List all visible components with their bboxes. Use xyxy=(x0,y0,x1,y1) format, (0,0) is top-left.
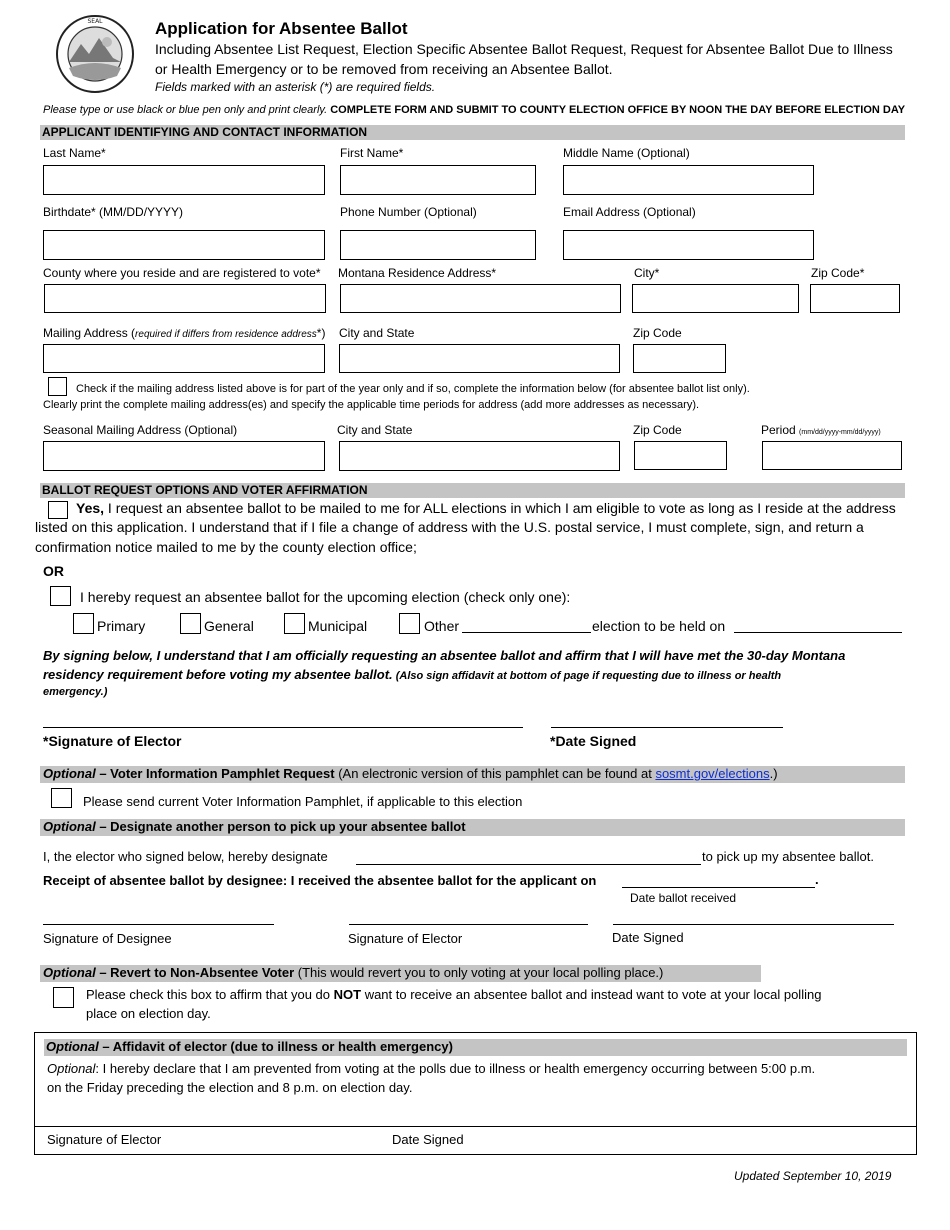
seasonal-check-label: Check if the mailing address listed above is for part of the year only and if so, complete the information below (for absentee ballot list only). xyxy=(76,383,750,395)
all-elections-text xyxy=(76,500,896,516)
designee-date-label: Date Signed xyxy=(612,930,684,945)
mailing-address-label xyxy=(43,326,325,340)
designee-elector-signature-label: Signature of Elector xyxy=(348,931,463,946)
period-format: (mm/dd/yyyy-mm/dd/yyyy) xyxy=(799,429,881,436)
applicant-heading: APPLICANT IDENTIFYING AND CONTACT INFORMATION xyxy=(42,125,368,139)
pamphlet-check-label: Please send current Voter Information Pamphlet, if applicable to this election xyxy=(83,794,523,809)
revert-check-text-b: want to receive an absentee ballot and instead want to vote at your local polling xyxy=(361,987,822,1002)
form-title: Application for Absentee Ballot xyxy=(155,19,408,38)
applicant-section-header xyxy=(40,125,905,140)
mailing-city-state-input[interactable] xyxy=(339,344,620,373)
yes-text: I request an absentee ballot to be mailed to me for ALL elections in which I am eligible to vote as long as I reside at the address xyxy=(104,500,896,516)
upcoming-election-text: I hereby request an absentee ballot for the upcoming election (check only one): xyxy=(80,589,571,605)
revert-check-text xyxy=(86,987,821,1002)
revert-section-header xyxy=(40,965,761,982)
affidavit-heading: – Affidavit of elector (due to illness or health emergency) xyxy=(98,1039,453,1054)
mailing-label-end: *) xyxy=(316,326,326,340)
county-label: County where you reside and are registered to vote* xyxy=(43,266,321,280)
other-election-line[interactable] xyxy=(462,632,591,633)
primary-checkbox[interactable] xyxy=(73,613,94,634)
designee-signature-line[interactable] xyxy=(43,924,274,925)
instructions-deadline: COMPLETE FORM AND SUBMIT TO COUNTY ELECTION OFFICE BY NOON THE DAY BEFORE ELECTION DAY xyxy=(330,104,906,116)
affidavit-optional: Optional xyxy=(46,1039,99,1054)
election-held-on-label: election to be held on xyxy=(592,618,726,634)
pamphlet-heading: – Voter Information Pamphlet Request xyxy=(95,766,335,781)
ballot-heading: BALLOT REQUEST OPTIONS AND VOTER AFFIRMATION xyxy=(42,483,368,497)
phone-input[interactable] xyxy=(340,230,536,260)
phone-label: Phone Number (Optional) xyxy=(340,205,477,219)
pamphlet-note: (An electronic version of this pamphlet can be found at xyxy=(334,766,656,781)
receipt-period: . xyxy=(815,872,819,887)
affidavit-section-header xyxy=(44,1039,907,1056)
seasonal-city-state-input[interactable] xyxy=(339,441,620,471)
pamphlet-checkbox[interactable] xyxy=(51,788,72,808)
zip-input[interactable] xyxy=(810,284,900,313)
revert-heading: – Revert to Non-Absentee Voter xyxy=(95,965,295,980)
general-label: General xyxy=(204,618,254,634)
designee-elector-signature-line[interactable] xyxy=(349,924,588,925)
affirmation-note: (Also sign affidavit at bottom of page if requesting due to illness or health xyxy=(392,670,782,682)
seasonal-address-input[interactable] xyxy=(43,441,325,471)
middle-name-input[interactable] xyxy=(563,165,814,195)
period-label-text: Period xyxy=(761,423,796,437)
election-date-line[interactable] xyxy=(734,632,902,633)
pamphlet-section-header xyxy=(40,766,905,783)
affidavit-text-1: : I hereby declare that I am prevented from voting at the polls due to illness or health emergency occurring between 5:00 p.m. xyxy=(95,1061,816,1076)
svg-text:SEAL: SEAL xyxy=(87,18,103,25)
designate-text: I, the elector who signed below, hereby designate xyxy=(43,849,328,864)
mailing-address-input[interactable] xyxy=(43,344,325,373)
instructions xyxy=(43,104,905,116)
last-name-label: Last Name* xyxy=(43,146,106,160)
affirmation-line1: By signing below, I understand that I am officially requesting an absentee ballot and affirm that I will have met the 30-day Montana xyxy=(43,648,846,663)
revert-note: (This would revert you to only voting at your local polling place.) xyxy=(294,965,664,980)
seasonal-address-checkbox[interactable] xyxy=(48,377,67,396)
affidavit-text-line1 xyxy=(47,1061,815,1076)
seasonal-city-state-label: City and State xyxy=(337,423,413,437)
last-name-input[interactable] xyxy=(43,165,325,195)
seasonal-zip-label: Zip Code xyxy=(633,423,682,437)
date-signed-line[interactable] xyxy=(551,727,783,728)
period-input[interactable] xyxy=(762,441,902,470)
municipal-checkbox[interactable] xyxy=(284,613,305,634)
designate-text-end: to pick up my absentee ballot. xyxy=(702,849,874,864)
revert-check-text-line2: place on election day. xyxy=(86,1006,211,1021)
revert-checkbox[interactable] xyxy=(53,987,74,1008)
affirmation-line3: emergency.) xyxy=(43,686,108,698)
affidavit-signature-label: Signature of Elector xyxy=(47,1132,162,1147)
first-name-label: First Name* xyxy=(340,146,404,160)
email-label: Email Address (Optional) xyxy=(563,205,696,219)
ballot-section-header xyxy=(40,483,905,498)
city-label: City* xyxy=(634,266,660,280)
mailing-zip-label: Zip Code xyxy=(633,326,682,340)
all-elections-text-line2: listed on this application. I understand that if I file a change of address with the U.S. postal service, I must complete, sign, and return a xyxy=(35,519,864,535)
residence-address-input[interactable] xyxy=(340,284,621,313)
date-signed-label: *Date Signed xyxy=(550,733,637,749)
instructions-text: Please type or use black or blue pen only and print clearly. xyxy=(43,104,328,116)
seasonal-address-label: Seasonal Mailing Address (Optional) xyxy=(43,423,238,437)
county-input[interactable] xyxy=(44,284,326,313)
designee-section-header xyxy=(40,819,905,836)
designee-date-line[interactable] xyxy=(613,924,894,925)
birthdate-input[interactable] xyxy=(43,230,325,260)
designee-optional: Optional xyxy=(43,819,96,834)
affirmation-line2-text: residency requirement before voting my absentee ballot. xyxy=(43,667,393,682)
pamphlet-note-end: .) xyxy=(769,766,778,781)
all-elections-checkbox[interactable] xyxy=(48,501,68,519)
revert-check-text-a: Please check this box to affirm that you do xyxy=(86,987,334,1002)
pamphlet-link[interactable]: sosmt.gov/elections xyxy=(655,766,770,781)
or-label: OR xyxy=(43,563,64,579)
mailing-city-state-label: City and State xyxy=(339,326,415,340)
first-name-input[interactable] xyxy=(340,165,536,195)
middle-name-label: Middle Name (Optional) xyxy=(563,146,690,160)
designee-signature-label: Signature of Designee xyxy=(43,931,172,946)
form-subtitle-line1: Including Absentee List Request, Election Specific Absentee Ballot Request, Request for Absentee Ballot Due to Illness xyxy=(155,41,893,57)
affidavit-text-optional: Optional xyxy=(47,1061,96,1076)
affidavit-date-label: Date Signed xyxy=(392,1132,464,1147)
affidavit-divider xyxy=(35,1126,916,1127)
mailing-label-text: Mailing Address ( xyxy=(43,326,136,340)
mailing-label-note: required if differs from residence address xyxy=(135,329,317,340)
other-label: Other xyxy=(424,618,460,634)
general-checkbox[interactable] xyxy=(180,613,201,634)
affidavit-text-line2: on the Friday preceding the election and 8 p.m. on election day. xyxy=(47,1080,413,1095)
elector-signature-line[interactable] xyxy=(43,727,523,728)
other-checkbox[interactable] xyxy=(399,613,420,634)
all-elections-text-line3: confirmation notice mailed to me by the county election office; xyxy=(35,539,417,555)
state-seal-icon xyxy=(55,14,135,94)
elector-signature-label: *Signature of Elector xyxy=(43,733,182,749)
required-note: Fields marked with an asterisk (*) are required fields. xyxy=(155,80,436,94)
municipal-label: Municipal xyxy=(308,618,368,634)
city-input[interactable] xyxy=(632,284,799,313)
zip-label: Zip Code* xyxy=(811,266,865,280)
yes-label: Yes, xyxy=(76,500,105,516)
receipt-text: Receipt of absentee ballot by designee: I received the absentee ballot for the applicant on xyxy=(43,873,597,888)
upcoming-election-checkbox[interactable] xyxy=(50,586,71,606)
pamphlet-optional: Optional xyxy=(43,766,96,781)
date-received-label: Date ballot received xyxy=(630,891,737,905)
primary-label: Primary xyxy=(97,618,146,634)
form-subtitle-line2: or Health Emergency or to be removed from receiving an Absentee Ballot. xyxy=(155,61,613,77)
mailing-zip-input[interactable] xyxy=(633,344,726,373)
affirmation-line2 xyxy=(43,667,781,682)
designee-heading: – Designate another person to pick up your absentee ballot xyxy=(95,819,466,834)
period-label xyxy=(761,423,881,437)
designee-name-line[interactable] xyxy=(356,864,701,865)
seasonal-note: Clearly print the complete mailing address(es) and specify the applicable time periods for address (add more addresses as necessary). xyxy=(43,399,700,411)
birthdate-label: Birthdate* (MM/DD/YYYY) xyxy=(43,205,184,219)
receipt-date-line[interactable] xyxy=(622,887,815,888)
email-input[interactable] xyxy=(563,230,814,260)
revert-check-not: NOT xyxy=(333,987,362,1002)
residence-label: Montana Residence Address* xyxy=(338,266,497,280)
revert-optional: Optional xyxy=(43,965,96,980)
updated-date: Updated September 10, 2019 xyxy=(734,1169,892,1183)
seasonal-zip-input[interactable] xyxy=(634,441,727,470)
